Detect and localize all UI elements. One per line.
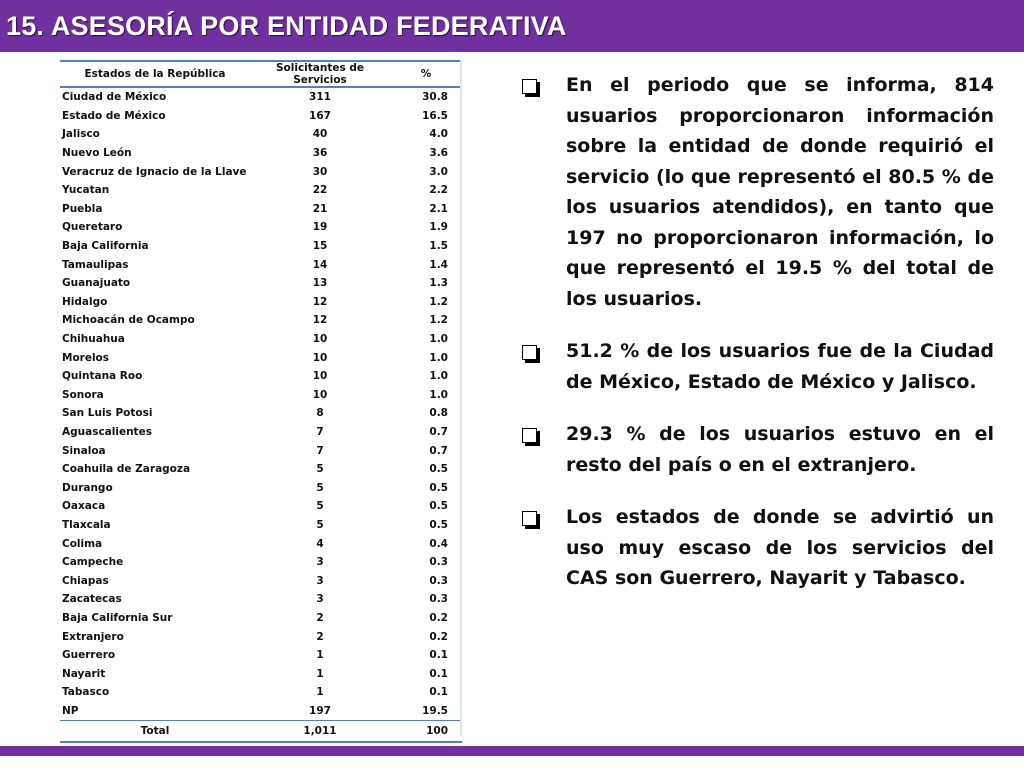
state-name-cell: Aguascalientes bbox=[62, 425, 152, 438]
percent-cell: 0.5 bbox=[429, 500, 448, 513]
table-row bbox=[60, 367, 462, 386]
requests-cell: 12 bbox=[312, 314, 328, 327]
requests-cell: 36 bbox=[312, 147, 328, 160]
table-row bbox=[60, 423, 462, 442]
table-row bbox=[60, 200, 462, 219]
bullet-item bbox=[522, 502, 994, 594]
checkbox-bullet-icon bbox=[522, 345, 540, 363]
requests-cell: 15 bbox=[312, 240, 328, 253]
checkbox-bullet-icon bbox=[522, 428, 540, 446]
slide-title: 15. ASESORÍA POR ENTIDAD FEDERATIVA bbox=[6, 11, 567, 41]
state-name-cell: Veracruz de Ignacio de la Llave bbox=[62, 165, 247, 178]
state-name-cell: Zacatecas bbox=[62, 593, 122, 606]
percent-cell: 1.0 bbox=[429, 351, 448, 364]
requests-cell: 10 bbox=[312, 370, 328, 383]
table-row bbox=[60, 311, 462, 330]
table-row bbox=[60, 181, 462, 200]
state-name-cell: Baja California bbox=[62, 240, 149, 253]
state-name-cell: NP bbox=[60, 702, 250, 721]
table-row bbox=[60, 237, 462, 256]
state-name-cell: Morelos bbox=[62, 351, 110, 364]
percent-cell: 0.2 bbox=[429, 611, 448, 624]
state-name-cell: San Luis Potosi bbox=[62, 407, 153, 420]
table-row bbox=[60, 87, 462, 107]
requests-cell: 12 bbox=[312, 295, 328, 308]
percent-cell: 1.9 bbox=[429, 221, 448, 234]
table-row bbox=[60, 218, 462, 237]
percent-cell: 0.1 bbox=[429, 667, 448, 680]
percent-cell: 0.4 bbox=[429, 537, 448, 550]
state-name-cell: Jalisco bbox=[62, 128, 100, 141]
bullet-item bbox=[522, 336, 994, 397]
table-row bbox=[60, 664, 462, 683]
requests-cell: 197 bbox=[250, 702, 390, 721]
requests-cell: 21 bbox=[312, 202, 328, 215]
state-name-cell: Sonora bbox=[62, 388, 104, 401]
table-row bbox=[60, 144, 462, 163]
requests-cell: 1 bbox=[316, 649, 324, 662]
state-name-cell: Guanajuato bbox=[62, 277, 131, 290]
state-name-cell: Coahuila de Zaragoza bbox=[62, 463, 191, 476]
state-name-cell: Nayarit bbox=[62, 667, 106, 680]
requests-cell: 5 bbox=[316, 500, 324, 513]
table-edge-shade bbox=[460, 60, 462, 736]
table-row bbox=[60, 683, 462, 702]
percent-cell: 1.0 bbox=[429, 388, 448, 401]
percent-cell: 0.5 bbox=[429, 518, 448, 531]
percent-cell: 0.7 bbox=[429, 425, 448, 438]
percent-cell: 1.0 bbox=[429, 370, 448, 383]
bullet-list bbox=[522, 70, 994, 616]
requests-cell: 3 bbox=[316, 593, 324, 606]
requests-cell: 40 bbox=[312, 128, 328, 141]
bullet-text: En el periodo que se informa, 814 usuarios proporcionaron información sobre la entidad de donde requirió el servicio (lo que representó el 80.5 % de los usuarios atendidos), en tanto que 197 no proporcionaron información, lo que representó el 19.5 % del total de los usuarios. bbox=[566, 74, 994, 310]
percent-cell: 3.0 bbox=[429, 165, 448, 178]
table-row bbox=[60, 386, 462, 405]
table-body bbox=[60, 87, 462, 721]
state-name-cell: Queretaro bbox=[62, 221, 123, 234]
bullet-text: 29.3 % de los usuarios estuvo en el resto del país o en el extranjero. bbox=[566, 423, 994, 476]
table-row bbox=[60, 348, 462, 367]
table-row bbox=[60, 107, 462, 126]
bottom-bar bbox=[0, 746, 1024, 756]
state-name-cell: Tamaulipas bbox=[62, 258, 129, 271]
state-table bbox=[60, 60, 462, 743]
requests-cell: 10 bbox=[312, 333, 328, 346]
state-table-container bbox=[60, 60, 462, 743]
state-name-cell: Nuevo León bbox=[62, 147, 132, 160]
checkbox-bullet-icon bbox=[522, 511, 540, 529]
percent-cell: 19.5 bbox=[390, 702, 462, 721]
percent-cell: 1.2 bbox=[429, 295, 448, 308]
requests-cell: 14 bbox=[312, 258, 328, 271]
percent-cell: 0.2 bbox=[429, 630, 448, 643]
state-name-cell: Oaxaca bbox=[62, 500, 106, 513]
requests-cell: 5 bbox=[316, 518, 324, 531]
state-name-cell: Baja California Sur bbox=[62, 611, 173, 624]
total-requests: 1,011 bbox=[250, 721, 390, 743]
state-name-cell: Yucatan bbox=[62, 184, 110, 197]
percent-cell: 2.1 bbox=[429, 202, 448, 215]
checkbox-bullet-icon bbox=[522, 79, 540, 97]
requests-cell: 30 bbox=[312, 165, 328, 178]
percent-cell: 1.2 bbox=[429, 314, 448, 327]
requests-cell: 4 bbox=[316, 537, 324, 550]
table-row bbox=[60, 478, 462, 497]
state-name-cell: Durango bbox=[62, 481, 113, 494]
state-name-cell: Colima bbox=[62, 537, 103, 550]
percent-cell: 0.5 bbox=[429, 463, 448, 476]
requests-cell: 10 bbox=[312, 351, 328, 364]
bullet-item bbox=[522, 419, 994, 480]
percent-cell: 1.3 bbox=[429, 277, 448, 290]
percent-cell: 1.5 bbox=[429, 240, 448, 253]
table-row bbox=[60, 553, 462, 572]
requests-cell: 2 bbox=[316, 630, 324, 643]
total-label: Total bbox=[60, 721, 250, 743]
state-name-cell: Tlaxcala bbox=[62, 518, 111, 531]
table-total-row bbox=[60, 721, 462, 743]
table-row bbox=[60, 330, 462, 349]
state-name-cell: Tabasco bbox=[62, 686, 110, 699]
requests-cell: 5 bbox=[316, 481, 324, 494]
table-row bbox=[60, 404, 462, 423]
requests-cell: 8 bbox=[316, 407, 324, 420]
table-row bbox=[60, 497, 462, 516]
state-name-cell: Extranjero bbox=[62, 630, 124, 643]
percent-cell: 0.7 bbox=[429, 444, 448, 457]
requests-cell: 22 bbox=[312, 184, 328, 197]
state-name-cell: Guerrero bbox=[62, 649, 116, 662]
percent-cell: 0.3 bbox=[429, 556, 448, 569]
state-name-cell: Chihuahua bbox=[62, 333, 125, 346]
percent-cell: 0.5 bbox=[429, 481, 448, 494]
percent-cell: 0.3 bbox=[429, 574, 448, 587]
requests-cell: 2 bbox=[316, 611, 324, 624]
requests-cell: 7 bbox=[316, 444, 324, 457]
state-name-cell: Estado de México bbox=[62, 109, 166, 122]
table-row bbox=[60, 646, 462, 665]
bullet-text: 51.2 % de los usuarios fue de la Ciudad de México, Estado de México y Jalisco. bbox=[566, 340, 994, 393]
requests-cell: 13 bbox=[312, 277, 328, 290]
state-name-cell: Puebla bbox=[62, 202, 103, 215]
table-row bbox=[60, 609, 462, 628]
table-row bbox=[60, 460, 462, 479]
requests-cell: 167 bbox=[309, 109, 331, 122]
table-row bbox=[60, 274, 462, 293]
state-name-cell: Quintana Roo bbox=[62, 370, 143, 383]
bullet-item bbox=[522, 70, 994, 314]
state-name-cell: Chiapas bbox=[62, 574, 109, 587]
bullet-text: Los estados de donde se advirtió un uso muy escaso de los servicios del CAS son Guerrero, Nayarit y Tabasco. bbox=[566, 506, 994, 589]
table-row bbox=[60, 293, 462, 312]
percent-cell: 4.0 bbox=[429, 128, 448, 141]
table-row bbox=[60, 516, 462, 535]
percent-cell: 1.0 bbox=[429, 333, 448, 346]
table-row bbox=[60, 590, 462, 609]
percent-cell: 30.8 bbox=[422, 91, 448, 104]
state-name-cell: Campeche bbox=[62, 556, 124, 569]
table-row bbox=[60, 125, 462, 144]
percent-cell: 1.4 bbox=[429, 258, 448, 271]
percent-cell: 0.1 bbox=[429, 686, 448, 699]
requests-cell: 311 bbox=[309, 91, 331, 104]
header-percent: % bbox=[390, 61, 462, 87]
requests-cell: 3 bbox=[316, 556, 324, 569]
table-row bbox=[60, 255, 462, 274]
percent-cell: 16.5 bbox=[422, 109, 448, 122]
title-bar bbox=[0, 0, 1024, 52]
requests-cell: 1 bbox=[316, 686, 324, 699]
state-name-cell: Ciudad de México bbox=[62, 91, 167, 104]
percent-cell: 0.1 bbox=[429, 649, 448, 662]
percent-cell: 3.6 bbox=[429, 147, 448, 160]
requests-cell: 10 bbox=[312, 388, 328, 401]
table-header-row bbox=[60, 61, 462, 87]
state-name-cell: Sinaloa bbox=[62, 444, 106, 457]
table-row bbox=[60, 441, 462, 460]
percent-cell: 2.2 bbox=[429, 184, 448, 197]
table-row bbox=[60, 627, 462, 646]
total-percent: 100 bbox=[390, 721, 462, 743]
requests-cell: 7 bbox=[316, 425, 324, 438]
requests-cell: 1 bbox=[316, 667, 324, 680]
table-row bbox=[60, 162, 462, 181]
requests-cell: 5 bbox=[316, 463, 324, 476]
table-row bbox=[60, 571, 462, 590]
table-row bbox=[60, 702, 462, 721]
percent-cell: 0.3 bbox=[429, 593, 448, 606]
header-requests: Solicitantes de Servicios bbox=[250, 61, 390, 87]
requests-cell: 3 bbox=[316, 574, 324, 587]
state-name-cell: Hidalgo bbox=[62, 295, 108, 308]
table-row bbox=[60, 534, 462, 553]
percent-cell: 0.8 bbox=[429, 407, 448, 420]
state-name-cell: Michoacán de Ocampo bbox=[62, 314, 195, 327]
header-states: Estados de la República bbox=[60, 61, 250, 87]
requests-cell: 19 bbox=[312, 221, 328, 234]
